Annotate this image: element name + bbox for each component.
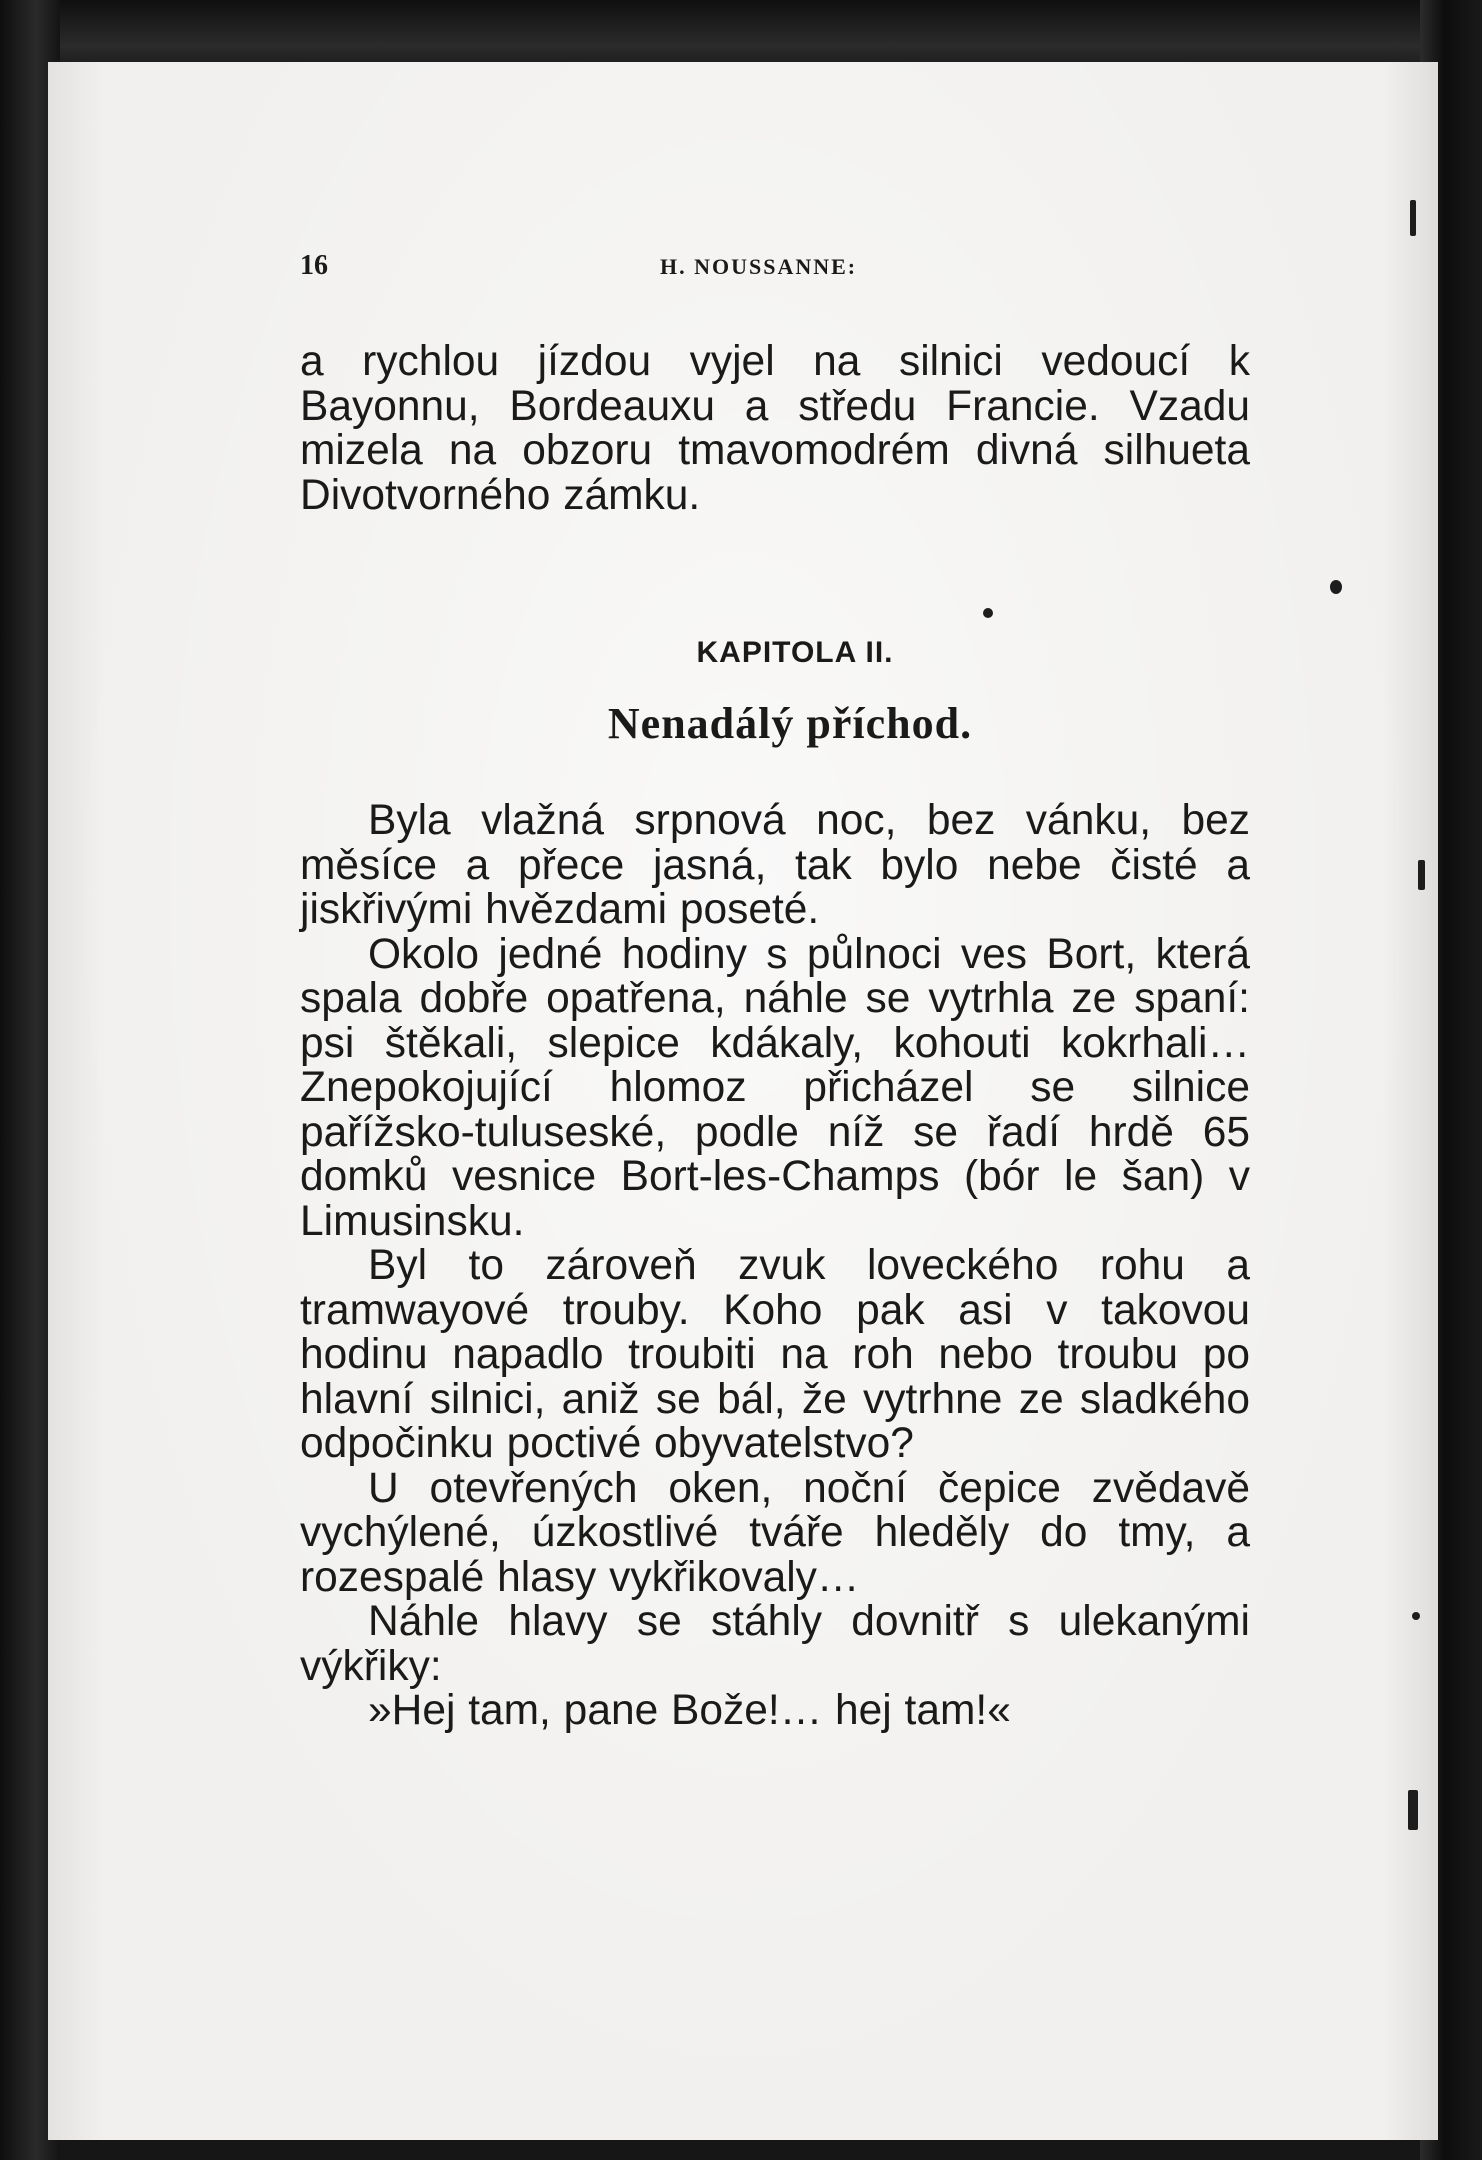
paragraph: Okolo jedné hodiny s půlnoci ves Bort, která spala dobře opatřena, náhle se vytrhla ze spaní: psi štěkali, slepice kdákaly, kohouti kokrhali… Znepokojující hlomoz přicházel se silnice pařížsko-tuluseské, podle níž se řadí hrdě 65 domků vesnice Bort-les-Champs (bór le šan) v Limusinsku. xyxy=(300,930,1250,1245)
ink-speck xyxy=(1410,200,1416,236)
scan-border-top xyxy=(0,0,1482,66)
paragraph: Byl to zároveň zvuk loveckého rohu a tramwayové trouby. Koho pak asi v takovou hodinu napadlo troubiti na roh nebo troubu po hlavní silnici, aniž se bál, že vytrhne ze sladkého odpočinku poctivé obyvatelstvo? xyxy=(300,1242,1250,1467)
page-number: 16 xyxy=(300,250,328,281)
paragraph: U otevřených oken, noční čepice zvědavě vychýlené, úzkostlivé tváře hleděly do tmy, a rozespalé hlasy vykřikovaly… xyxy=(300,1464,1250,1601)
chapter-label: KAPITOLA II. xyxy=(696,636,894,669)
chapter-title: Nenadálý příchod. xyxy=(607,699,973,748)
ink-speck xyxy=(1412,1612,1420,1620)
ink-speck xyxy=(1418,860,1425,890)
page-header xyxy=(300,250,1250,290)
opening-paragraph: a rychlou jízdou vyjel na silnici vedoucí k Bayonnu, Bordeauxu a středu Francie. Vzadu mizela na obzoru tmavomodrém divná silhueta Divotvorného zámku. xyxy=(300,338,1250,519)
page-text xyxy=(300,250,1250,1734)
paragraph: Byla vlažná srpnová noc, bez vánku, bez měsíce a přece jasná, tak bylo nebe čisté a jiskřivými hvězdami poseté. xyxy=(300,797,1250,933)
ink-speck xyxy=(1330,580,1342,594)
running-head: H. NOUSSANNE: xyxy=(660,254,858,279)
ink-speck xyxy=(1408,1790,1418,1830)
paragraph: Náhle hlavy se stáhly dovnitř s ulekanými výkřiky: xyxy=(300,1598,1250,1690)
quoted-exclamation: »Hej tam, pane Bože!… hej tam!« xyxy=(368,1687,1011,1734)
